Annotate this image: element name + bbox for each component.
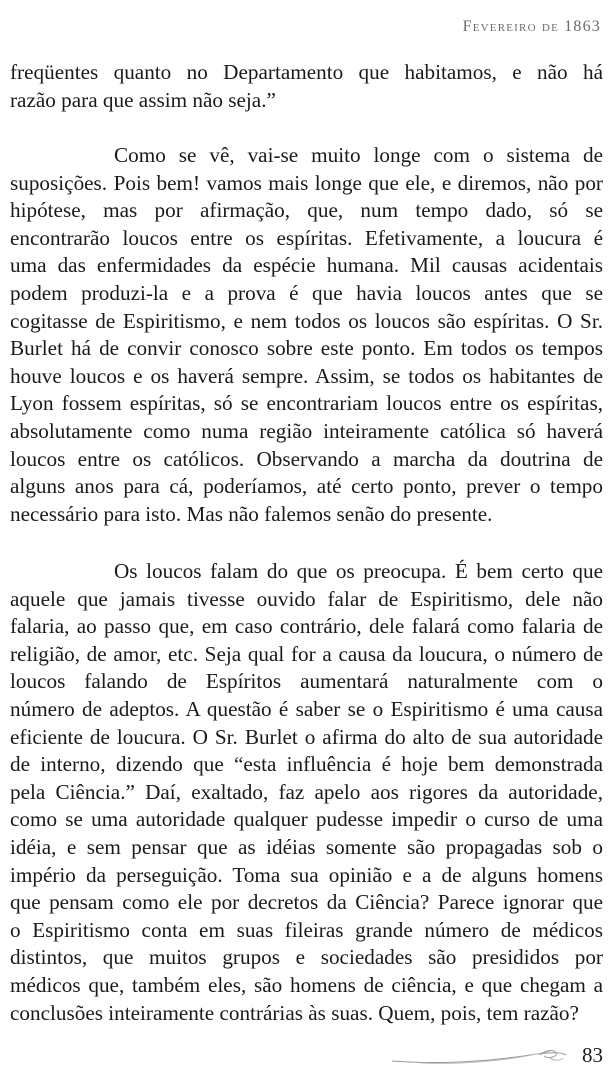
text-line: que pensam como ele por decretos da Ciência? Parece ignorar que [10,890,603,915]
text-line: uma das enfermidades da espécie humana. Mil causas acidentais [10,253,603,278]
running-header: Fevereiro de 1863 [462,18,601,35]
text-line: Burlet há de convir conosco sobre este ponto. Em todos os tempos [10,336,603,361]
text-line: o Espiritismo conta em suas fileiras grande número de médicos [10,917,603,942]
text-line: pela Ciência.” Daí, exaltado, faz apelo aos rigores da autoridade, [10,779,603,804]
text-line: Lyon fossem espíritas, só se encontrariam loucos entre os espíritas, [10,391,603,416]
page-number: 83 [582,1043,603,1067]
text-line: podem produzi-la e a prova é que havia loucos antes que se [10,280,603,305]
text-line: religião, de amor, etc. Seja qual for a causa da loucura, o número de [10,641,603,666]
text-line: necessário para isto. Mas não falemos senão do presente. [10,501,493,526]
text-line: eficiente de loucura. O Sr. Burlet o afirma do alto de sua autoridade [10,724,603,749]
flourish-ornament-icon [390,1046,570,1068]
text-line: suposições. Pois bem! vamos mais longe que ele, e diremos, não por [10,170,603,195]
text-line: como se uma autoridade qualquer pudesse impedir o curso de uma [10,807,603,832]
text-line: número de adeptos. A questão é saber se o Espiritismo é uma causa [10,696,603,721]
text-line: idéia, e sem pensar que as idéias somente são propagadas sob o [10,834,603,859]
text-line: Como se vê, vai-se muito longe com o sistema de [114,143,603,167]
text-line: médicos que, também eles, são homens de ciência, e que chegam a [10,972,603,997]
text-line: houve loucos e os haverá sempre. Assim, se todos os habitantes de [10,363,603,388]
text-line: aquele que jamais tivesse ouvido falar de Espiritismo, dele não [10,586,603,611]
paragraph-3 [10,558,603,1027]
text-line: império da perseguição. Toma sua opinião e a de alguns homens [10,862,603,887]
text-line: distintos, que muitos grupos e sociedades são presididos por [10,945,603,970]
text-line: freqüentes quanto no Departamento que habitamos, e não há [10,60,603,84]
text-line: falaria, ao passo que, em caso contrário, dele falará como falaria de [10,614,603,639]
text-line: Os loucos falam do que os preocupa. É bem certo que [114,559,603,583]
text-line: de interno, dizendo que “esta influência é hoje bem demonstrada [10,752,603,777]
text-line: loucos falando de Espíritos aumentará naturalmente com o [10,669,603,694]
text-line: encontrarão loucos entre os espíritas. Efetivamente, a loucura é [10,225,603,250]
paragraph-2 [10,142,603,528]
text-line: conclusões inteiramente contrárias às suas. Quem, pois, tem razão? [10,1000,579,1025]
text-line: alguns anos para cá, poderíamos, até certo ponto, prever o tempo [10,474,603,499]
text-line: razão para que assim não seja.” [10,87,276,112]
text-line: cogitasse de Espiritismo, e nem todos os loucos são espíritas. O Sr. [10,308,603,333]
text-line: absolutamente como numa região inteiramente católica só haverá [10,418,603,443]
text-line: hipótese, mas por afirmação, que, num tempo dado, só se [10,198,603,223]
paragraph-1 [10,59,603,114]
text-line: loucos entre os católicos. Observando a marcha da doutrina de [10,446,603,471]
